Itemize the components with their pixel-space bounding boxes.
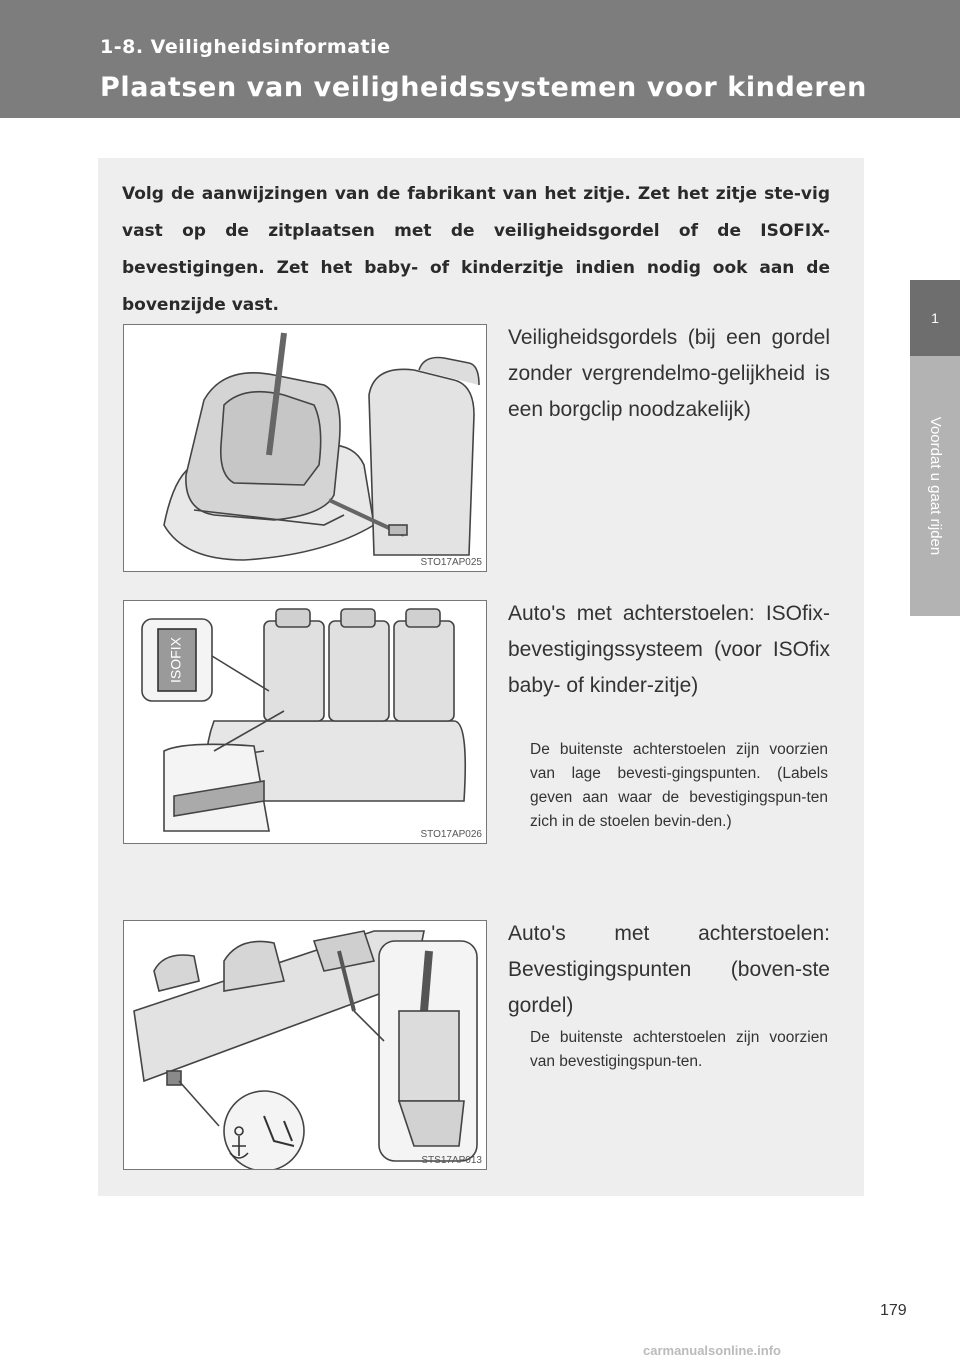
watermark: carmanualsonline.info bbox=[643, 1343, 781, 1358]
item-title-seatbelt: Veiligheidsgordels (bij een gordel zonder vergrendelmo-gelijkheid is een borgclip noodzakelijk) bbox=[508, 326, 830, 421]
isofix-label: ISOFIX bbox=[167, 637, 184, 683]
figure-code: STS17AP013 bbox=[421, 1155, 482, 1166]
item-note-top-tether: De buitenste achterstoelen zijn voorzien van bevestigingspun-ten. bbox=[530, 1029, 828, 1070]
child-seat-seatbelt-illustration bbox=[124, 325, 487, 572]
intro-text: Volg de aanwijzingen van de fabrikant van het zitje. Zet het zitje ste-vig vast op de zitplaatsen met de veiligheidsgordel of de ISOFIX-bevestigingen. Zet het baby- of kinderzitje indien nodig ook aan de bovenzijde vast. bbox=[122, 184, 830, 315]
section-title: 1-8. Veiligheidsinformatie bbox=[100, 36, 391, 58]
page-header bbox=[0, 0, 960, 118]
chapter-tab-number: 1 bbox=[910, 280, 960, 356]
figure-code: STO17AP025 bbox=[420, 557, 482, 568]
chapter-tab-label: Voordat u gaat rijden bbox=[927, 416, 944, 556]
isofix-anchor-illustration bbox=[124, 601, 487, 844]
item-title-isofix: Auto's met achterstoelen: ISOfix-bevestigingssysteem (voor ISOfix baby- of kinder-zitje) bbox=[508, 602, 830, 697]
chapter-tab bbox=[910, 356, 960, 616]
figure-isofix bbox=[123, 600, 487, 844]
figure-code: STO17AP026 bbox=[420, 829, 482, 840]
figure-top-tether bbox=[123, 920, 487, 1170]
item-title-top-tether: Auto's met achterstoelen: Bevestigingspunten (boven-ste gordel) bbox=[508, 922, 830, 1017]
figure-seatbelt bbox=[123, 324, 487, 572]
top-tether-anchor-illustration bbox=[124, 921, 487, 1170]
page-title: Plaatsen van veiligheidssystemen voor kinderen bbox=[100, 72, 867, 103]
page-number: 179 bbox=[880, 1302, 907, 1319]
item-note-isofix: De buitenste achterstoelen zijn voorzien van lage bevesti-gingspunten. (Labels geven aan waar de bevestigingspun-ten zich in de stoelen bevin-den.) bbox=[530, 741, 828, 830]
